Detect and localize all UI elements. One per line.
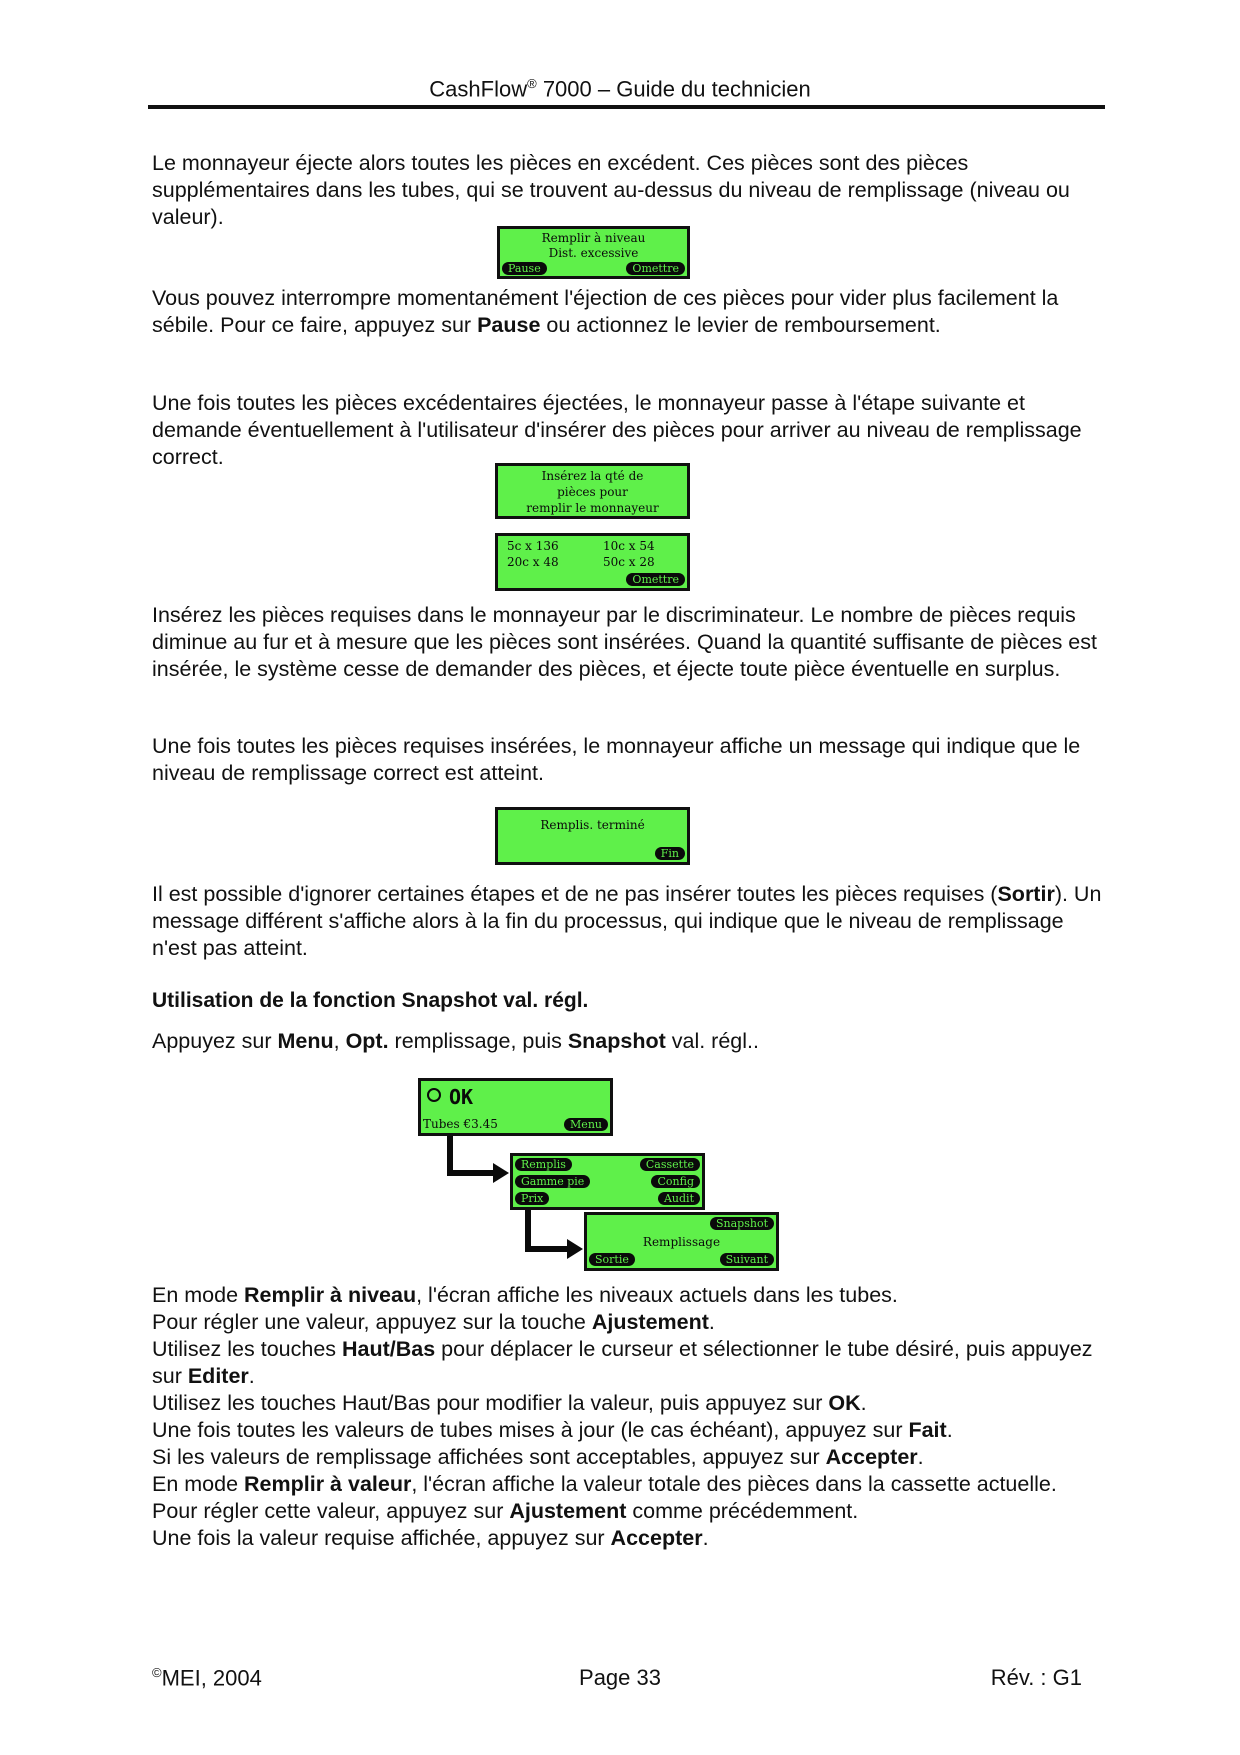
paragraph-insert-coins: Insérez les pièces requises dans le monnayeur par le discriminateur. Le nombre de pièces requis diminue au fur et à mesure que les pièces sont insérées. Quand la quantité suffisante de pièces est insérée, le système cesse de demander des pièces, et éjecte toute pièce éventuelle en surplus. [152,603,1097,681]
text: , [333,1029,346,1053]
instruction-line [152,1391,867,1415]
bold-accepter: Accepter [610,1526,703,1550]
paragraph-skip-steps [152,881,1112,962]
text: Vous pouvez interrompre momentanément l'éjection de ces pièces pour vider plus facilement la sébile. Pour ce faire, appuyez sur [152,286,1059,337]
footer-page-number: Page 33 [579,1665,661,1690]
lcd-line: Remplissage [642,1235,721,1249]
text: comme précédemment. [626,1499,859,1523]
text: , l'écran affiche les niveaux actuels dans les tubes. [416,1283,898,1307]
paragraph-pause [152,285,1112,339]
text: . [248,1364,255,1388]
lcd-screen-fill-excess [497,226,690,279]
lcd-line: Remplir à niveau [541,231,646,245]
softkey-audit[interactable]: Audit [658,1192,700,1205]
softkey-menu[interactable]: Menu [564,1118,608,1131]
flow-arrow-icon [567,1239,583,1259]
text: . [708,1310,715,1334]
lcd-tubes-value: Tubes €3.45 [423,1117,498,1131]
footer-revision: Rév. : G1 [990,1665,1082,1690]
text: Une fois toutes les valeurs de tubes mises à jour (le cas échéant), appuyez sur [152,1418,909,1442]
instruction-line [152,1418,953,1442]
text: En mode [152,1283,245,1307]
text: ou actionnez le levier de remboursement. [540,313,941,337]
lcd-line: Remplis. terminé [540,818,645,832]
lcd-line: Dist. excessive [548,246,639,260]
registered-mark: ® [527,76,537,91]
paragraph-excess-ejection: Le monnayeur éjecte alors toutes les pièces en excédent. Ces pièces sont des pièces supplémentaires dans les tubes, qui se trouvent au-dessus du niveau de remplissage (niveau ou valeur). [152,151,1070,229]
text: . [917,1445,924,1469]
header-title-rest: 7000 – Guide du technicien [536,76,811,102]
paragraph-fill-complete: Une fois toutes les pièces requises insérées, le monnayeur affiche un message qui indique que le niveau de remplissage correct est atteint. [152,734,1081,785]
softkey-suivant[interactable]: Suivant [720,1253,774,1266]
instruction-line [152,1526,709,1550]
softkey-prix[interactable]: Prix [515,1192,549,1205]
bold-ajustement: Ajustement [509,1499,627,1523]
lcd-coin-count: 10c x 54 [603,539,655,553]
instruction-line [152,1283,898,1307]
bold-ok: OK [828,1391,861,1415]
text: En mode [152,1472,245,1496]
flow-arrow-icon [493,1163,509,1183]
text: Une fois la valeur requise affichée, appuyez sur [152,1526,611,1550]
lcd-screen-menu [510,1153,705,1210]
instruction-list [152,1282,1112,1552]
softkey-snapshot[interactable]: Snapshot [710,1217,774,1230]
lcd-line: remplir le monnayeur [526,501,659,515]
text: Appuyez sur [152,1029,278,1053]
bold-pause: Pause [477,313,541,337]
softkey-pause[interactable]: Pause [502,262,547,275]
header-rule [148,105,1105,109]
bold-haut-bas: Haut/Bas [342,1337,436,1361]
page-header [0,76,1240,102]
text: ). Un message différent s'affiche alors à la fin du processus, qui indique que le niveau de remplissage n'est pas atteint. [152,882,1102,960]
lcd-screen-insert-coins [495,463,690,519]
footer-left-text: MEI, 2004 [161,1665,262,1691]
instruction-line [152,1337,1093,1388]
text: . [946,1418,953,1442]
text: pour déplacer le curseur et sélectionner le tube désiré, puis appuyez sur [152,1337,1093,1388]
softkey-fin[interactable]: Fin [655,847,685,860]
lcd-screen-home [418,1078,613,1136]
softkey-gamme-pie[interactable]: Gamme pie [515,1175,590,1188]
lcd-coin-count: 50c x 28 [603,555,655,569]
bold-fait: Fait [908,1418,947,1442]
text: Utilisez les touches [152,1337,342,1361]
text: Pour régler cette valeur, appuyez sur [152,1499,510,1523]
text: Si les valeurs de remplissage affichées sont acceptables, appuyez sur [152,1445,826,1469]
lcd-line: Insérez la qté de [541,469,644,483]
softkey-omettre[interactable]: Omettre [626,262,685,275]
flow-arrow-line [525,1246,567,1252]
text: . [702,1526,709,1550]
softkey-omettre[interactable]: Omettre [626,573,685,586]
instruction-line [152,1310,715,1334]
softkey-cassette[interactable]: Cassette [640,1158,700,1171]
instruction-line [152,1499,858,1523]
text: . [860,1391,867,1415]
bold-sortir: Sortir [997,882,1055,906]
paragraph-snapshot-path [152,1028,1112,1055]
text: Utilisez les touches Haut/Bas pour modifier la valeur, puis appuyez sur [152,1391,829,1415]
bold-editer: Editer [187,1364,249,1388]
bold-remplir-niveau: Remplir à niveau [244,1283,417,1307]
lcd-status: OK [449,1085,474,1109]
lcd-line: pièces pour [557,485,628,499]
flow-arrow-line [447,1170,493,1176]
bold-menu: Menu [277,1029,334,1053]
softkey-remplis[interactable]: Remplis [515,1158,572,1171]
instruction-line [152,1472,1057,1496]
header-title-brand: CashFlow [429,76,528,102]
bold-remplir-valeur: Remplir à valeur [244,1472,412,1496]
bold-ajustement: Ajustement [591,1310,709,1334]
text: Il est possible d'ignorer certaines étapes et de ne pas insérer toutes les pièces requises ( [152,882,998,906]
lcd-screen-fill-done [495,807,690,865]
text: Pour régler une valeur, appuyez sur la touche [152,1310,592,1334]
softkey-config[interactable]: Config [651,1175,700,1188]
section-heading: Utilisation de la fonction Snapshot val. régl. [152,989,589,1012]
softkey-sortie[interactable]: Sortie [589,1253,635,1266]
lcd-coin-count: 20c x 48 [507,555,559,569]
text: remplissage, puis [388,1029,568,1053]
text: , l'écran affiche la valeur totale des pièces dans la cassette actuelle. [411,1472,1057,1496]
lcd-screen-fill-options [584,1212,779,1271]
copyright-mark: © [152,1665,162,1680]
bold-snapshot: Snapshot [567,1029,666,1053]
lcd-screen-coin-counts [495,533,690,591]
instruction-line [152,1445,924,1469]
smiley-icon [427,1088,441,1102]
text: val. régl.. [665,1029,759,1053]
bold-accepter: Accepter [825,1445,918,1469]
lcd-coin-count: 5c x 136 [507,539,559,553]
bold-opt: Opt. [345,1029,389,1053]
paragraph-next-step: Une fois toutes les pièces excédentaires éjectées, le monnayeur passe à l'étape suivante et demande éventuellement à l'utilisateur d'insérer des pièces pour arriver au niveau de remplissage correct. [152,391,1082,469]
